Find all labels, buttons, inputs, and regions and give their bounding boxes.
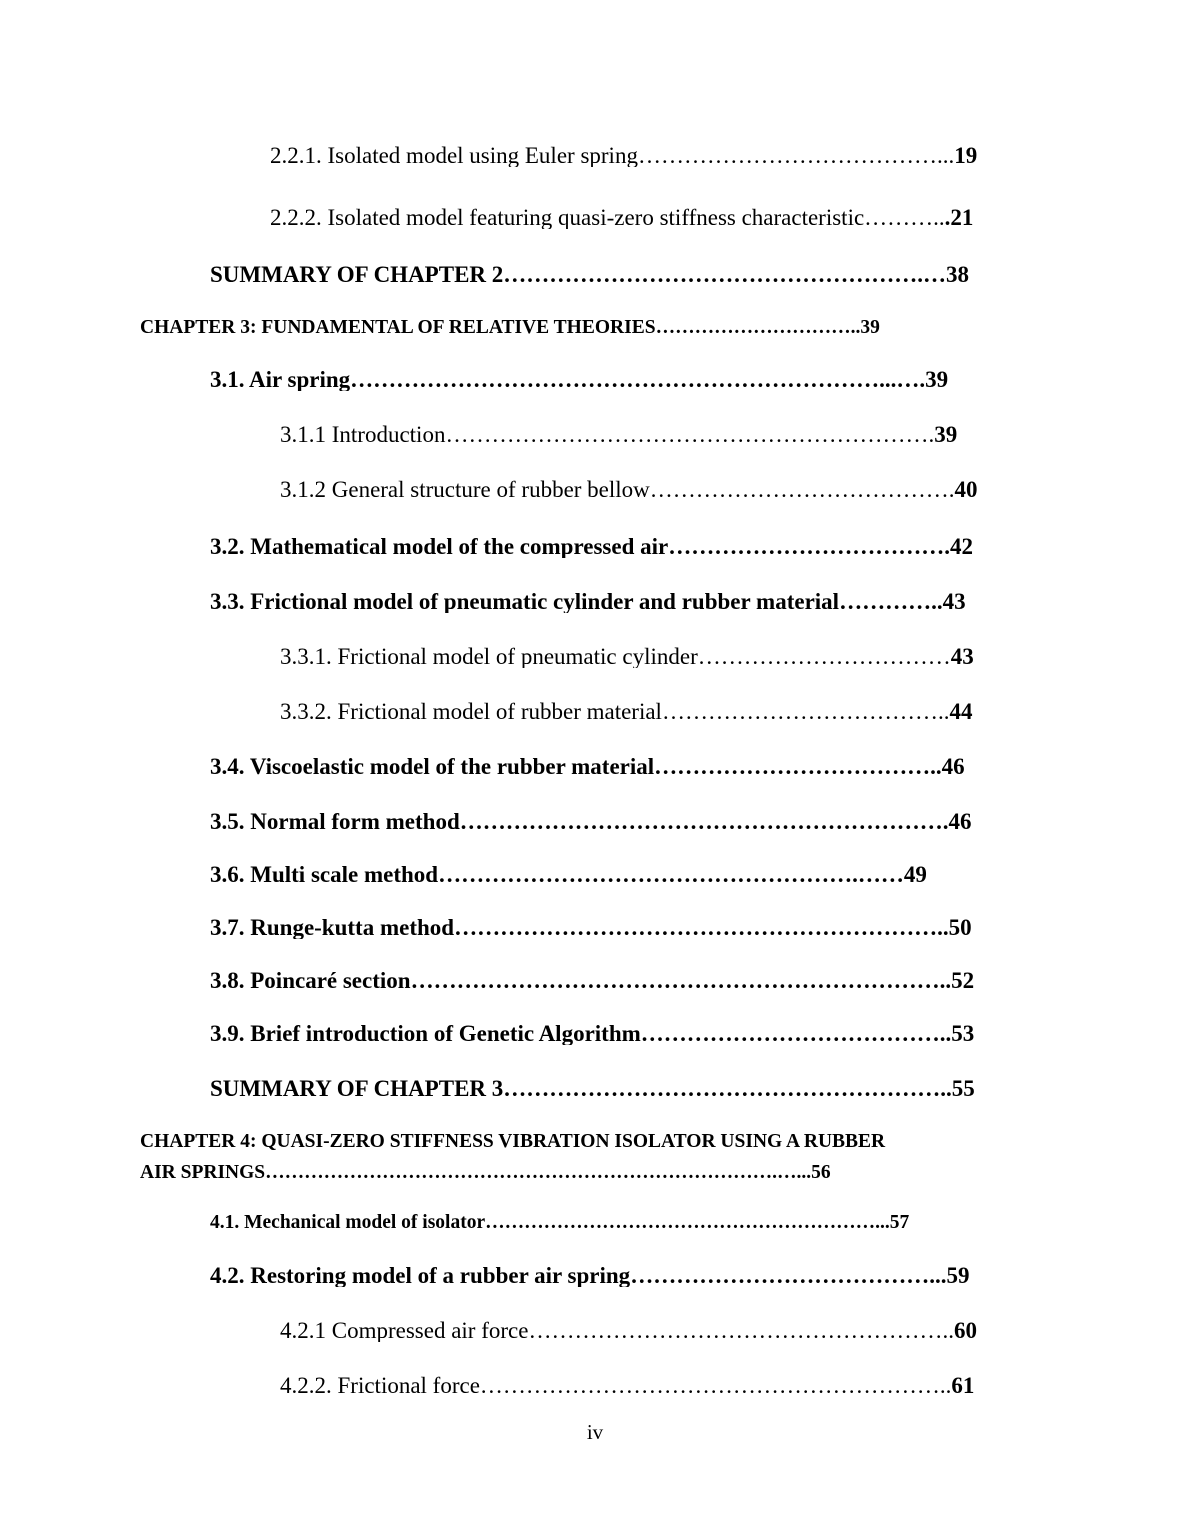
toc-leader: ……………………………………………….…… <box>438 863 904 886</box>
toc-entry-title: SUMMARY OF CHAPTER 2 <box>210 263 504 286</box>
toc-leader: …………………………………………………………………….…... <box>265 1163 812 1183</box>
toc-leader: ………………………………………………………. <box>459 810 949 833</box>
toc-entry-title: CHAPTER 4: QUASI-ZERO STIFFNESS VIBRATION ISOLATOR USING A RUBBER <box>140 1132 886 1152</box>
toc-entry <box>270 206 1050 229</box>
toc-entry <box>210 969 1050 992</box>
toc-page: 49 <box>903 863 927 886</box>
toc-entry <box>280 1374 1050 1397</box>
toc-page: 46 <box>948 810 972 833</box>
toc-entry <box>210 263 1050 286</box>
toc-leader: ……………………………………………………... <box>485 1213 890 1233</box>
toc-page: 60 <box>953 1319 977 1342</box>
toc-page: 39 <box>925 368 949 391</box>
toc-entry-title: 4.2. Restoring model of a rubber air spring <box>210 1264 631 1287</box>
toc-entry <box>210 916 1050 939</box>
toc-leader: ………………………………………………….. <box>503 1077 952 1100</box>
toc-page: 39 <box>860 318 880 338</box>
toc-entry <box>140 1132 1050 1152</box>
toc-page: 39 <box>934 423 958 446</box>
toc-entry-title: 3.8. Poincaré section <box>210 969 411 992</box>
page-number: iv <box>586 1420 604 1444</box>
toc-entry-title: 2.2.2. Isolated model featuring quasi-zero stiffness characteristic <box>270 206 865 229</box>
toc-leader: …………………………… <box>697 645 951 668</box>
toc-page: 19 <box>954 144 978 167</box>
toc-entry <box>210 535 1050 558</box>
toc-entry-title: 4.2.1 Compressed air force <box>280 1319 529 1342</box>
toc-entry <box>280 478 1050 501</box>
toc-entry <box>210 368 1050 391</box>
toc-entry-title: 3.9. Brief introduction of Genetic Algorithm <box>210 1022 641 1045</box>
toc-page: 43 <box>942 590 966 613</box>
toc-entry <box>270 144 1050 167</box>
toc-page: 55 <box>951 1077 975 1100</box>
toc-entry <box>210 1213 1050 1233</box>
toc-leader: ……………………………………………….. <box>528 1319 954 1342</box>
toc-page: 57 <box>889 1213 910 1233</box>
toc-page: 53 <box>951 1022 975 1045</box>
toc-entry-title: 3.1.2 General structure of rubber bellow <box>280 478 650 501</box>
toc-page: 50 <box>948 916 972 939</box>
toc-entry <box>280 423 1050 446</box>
toc-leader: ……………………………………………….… <box>503 263 947 286</box>
toc-page: 61 <box>951 1374 975 1397</box>
toc-entry-title: SUMMARY OF CHAPTER 3 <box>210 1077 504 1100</box>
toc-entry <box>210 1264 1050 1287</box>
toc-entry <box>280 700 1050 723</box>
toc-page: 56 <box>811 1163 831 1183</box>
toc-page: 38 <box>946 263 970 286</box>
toc-entry <box>280 645 1050 668</box>
toc-entry <box>280 1319 1050 1342</box>
toc-leader: ……….. <box>864 206 945 229</box>
toc-leader: ………………………………………………………. <box>445 423 935 446</box>
toc-entry-title: 3.1.1 Introduction <box>280 423 446 446</box>
toc-leader: ………………………………….. <box>640 1022 952 1045</box>
toc-leader: ………………………………. <box>668 535 950 558</box>
toc-entry-title: 3.1. Air spring <box>210 368 351 391</box>
toc-entry-title: 3.3. Frictional model of pneumatic cylinder and rubber material <box>210 590 840 613</box>
toc-entry <box>210 863 1050 886</box>
toc-leader: ……………………………….. <box>654 755 942 778</box>
toc-entry-title: 3.4. Viscoelastic model of the rubber material <box>210 755 655 778</box>
toc-entry <box>210 590 1050 613</box>
toc-entry-title: 2.2.1. Isolated model using Euler spring <box>270 144 638 167</box>
toc-page: 44 <box>949 700 973 723</box>
toc-entry-title: 3.3.2. Frictional model of rubber material <box>280 700 662 723</box>
toc-page: .21 <box>944 206 974 229</box>
toc-page: 59 <box>946 1264 970 1287</box>
toc-leader: …………………………………………………………….. <box>410 969 952 992</box>
toc-entry <box>140 1163 1050 1183</box>
toc-entry-title: 3.6. Multi scale method <box>210 863 439 886</box>
toc-page: 43 <box>950 645 974 668</box>
toc-leader: …………………………………………………….. <box>479 1374 952 1397</box>
toc-entry <box>210 810 1050 833</box>
toc-entry-title: 3.3.1. Frictional model of pneumatic cylinder <box>280 645 698 668</box>
toc-leader: ……………………………………………………….. <box>454 916 949 939</box>
toc-leader: ……………………………….. <box>661 700 950 723</box>
toc-leader: ……………………………………………………………...…. <box>350 368 926 391</box>
toc-leader: …………………………………... <box>637 144 955 167</box>
toc-page: 42 <box>949 535 973 558</box>
toc-entry-title: 4.2.2. Frictional force <box>280 1374 480 1397</box>
toc-entry-title: 3.7. Runge-kutta method <box>210 916 455 939</box>
toc-page: 46 <box>941 755 965 778</box>
toc-entry-title: 4.1. Mechanical model of isolator <box>210 1213 486 1233</box>
toc-entry-title: AIR SPRINGS <box>140 1163 266 1183</box>
toc-leader: ………….. <box>839 590 943 613</box>
toc-leader: ………………………….. <box>655 318 861 338</box>
toc-entry-title: CHAPTER 3: FUNDAMENTAL OF RELATIVE THEORIES <box>140 318 656 338</box>
toc-entry <box>210 1077 1050 1100</box>
toc-entry <box>210 755 1050 778</box>
toc-entry-title: 3.5. Normal form method <box>210 810 460 833</box>
toc-entry <box>140 318 1050 338</box>
toc-entry-title: 3.2. Mathematical model of the compressed air <box>210 535 669 558</box>
toc-page: 40 <box>954 478 978 501</box>
toc-entry <box>210 1022 1050 1045</box>
toc-leader: …………………………………. <box>649 478 955 501</box>
toc-leader: …………………………………... <box>630 1264 947 1287</box>
toc-page: 52 <box>951 969 975 992</box>
